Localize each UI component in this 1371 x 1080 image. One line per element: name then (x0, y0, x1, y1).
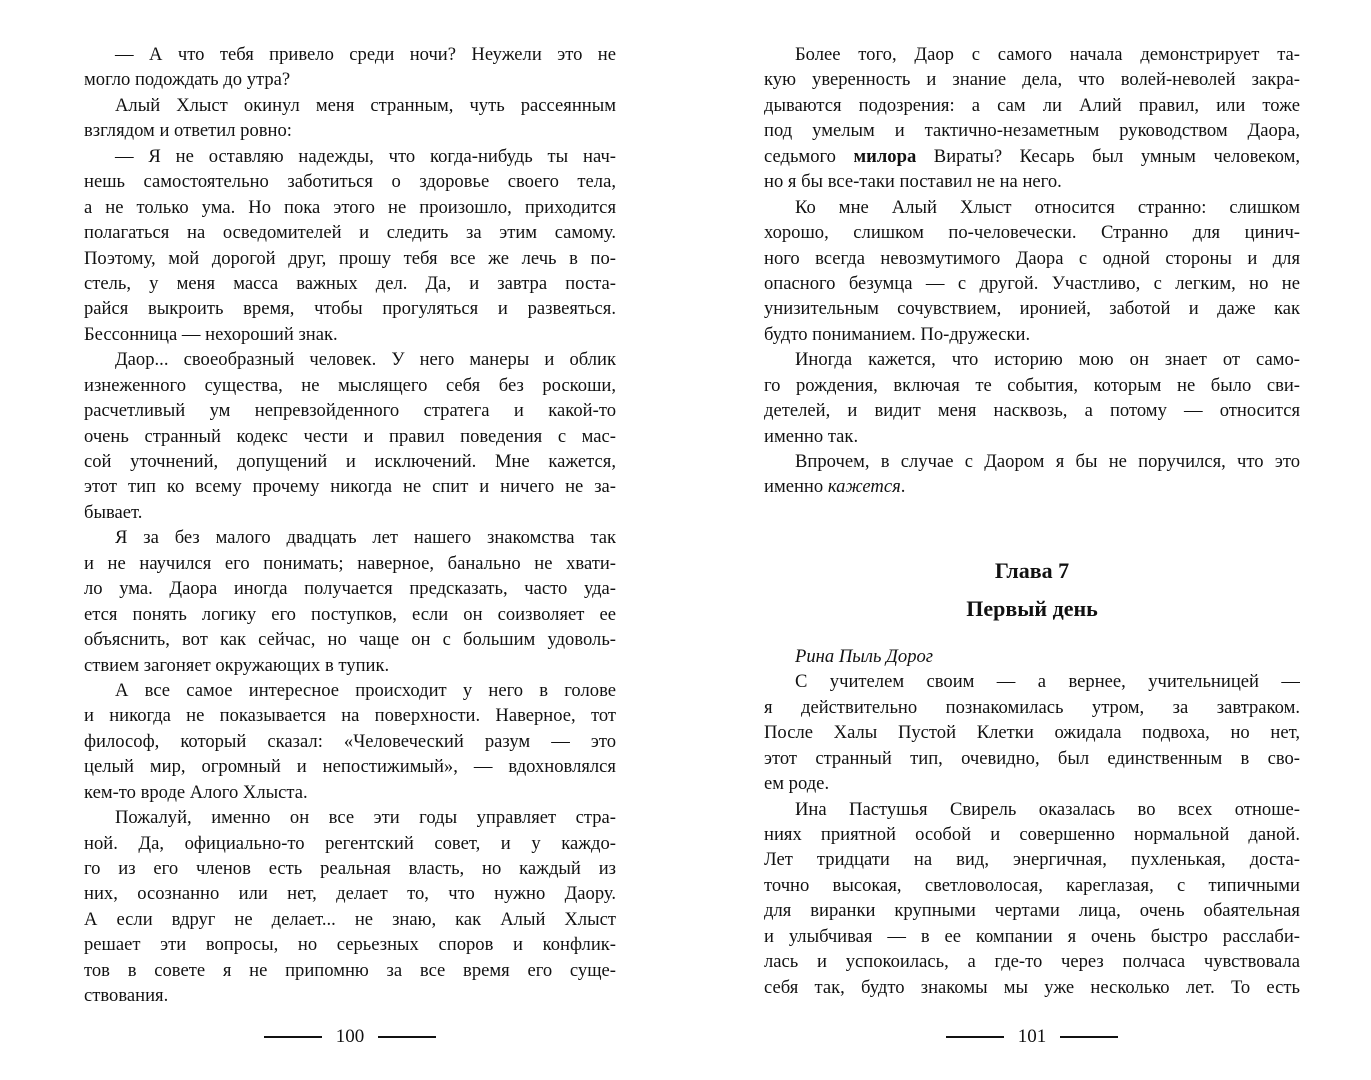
text-line: нешь самостоятельно заботиться о здоровье своего тела, (84, 171, 616, 193)
text-line: стель, у меня масса важных дел. Да, и завтра поста- (84, 272, 616, 294)
text-line: Пожалуй, именно он все эти годы управляет стра- (115, 807, 616, 829)
text-line: Впрочем, в случае с Даором я бы не поручился, что это (795, 451, 1300, 472)
text-line: Иногда кажется, что историю мою он знает от само- (795, 349, 1300, 371)
right-page (764, 42, 1300, 1000)
pov-name: Рина Пыль Дорог (795, 645, 934, 667)
page-number: 101 (1017, 1026, 1047, 1047)
text-line: философ, который сказал: «Человеческий разум — это (84, 730, 616, 752)
text-line: А если вдруг не делает... не знаю, как Алый Хлыст (84, 908, 616, 930)
text-line: ствием загоняет окружающих в тупик. (84, 654, 390, 676)
text-line: будто пониманием. По-дружески. (764, 323, 1031, 345)
text-line: дываются подозрения: а сам ли Алий правил, или тоже (764, 94, 1300, 116)
text-line: опасного безумца — с другой. Участливо, с легким, но не (764, 272, 1300, 294)
page-number: 100 (335, 1026, 365, 1047)
text-line: и не научился его понимать; наверное, банально не хвати- (84, 552, 616, 574)
text-line: Алый Хлыст окинул меня странным, чуть рассеянным (115, 94, 616, 116)
text-line: райся выкроить время, чтобы прогуляться и развеяться. (84, 298, 616, 320)
text-line: под умелым и тактично-незаметным руководством Даора, (764, 120, 1300, 142)
text-line (764, 474, 1300, 499)
text-line: Лет тридцати на вид, энергичная, пухленькая, доста- (764, 849, 1300, 871)
text-line: тов в совете я не припомню за все время его суще- (84, 959, 616, 981)
text-line: ем роде. (764, 773, 830, 795)
chapter-subtitle: Первый день (966, 595, 1098, 621)
text-line: А все самое интересное происходит у него в голове (115, 679, 616, 701)
text-segment: именно (764, 476, 828, 498)
text-segment: Вираты? Кесарь был умным человеком, (916, 145, 1300, 167)
text-line: ниях приятной особой и совершенно нормальной даной. (764, 823, 1300, 845)
text-line: полагаться на осведомителей и следить за этим самому. (84, 222, 616, 244)
text-line: них, осознанно или нет, делает то, что нужно Даору. (84, 883, 616, 905)
right-page-footer (764, 1022, 1300, 1052)
text-line: сой уточнений, допущений и исключений. Мне кажется, (84, 451, 616, 472)
text-line: изнеженного существа, не мыслящего себя без роскоши, (84, 374, 616, 396)
text-line: го рождения, включая те события, которым не было сви- (764, 374, 1300, 396)
text-line: бывает. (84, 501, 143, 523)
text-line: решает эти вопросы, но серьезных споров и конфлик- (84, 934, 616, 956)
left-page (84, 42, 616, 1009)
left-page-footer (84, 1022, 616, 1052)
text-segment: . (900, 476, 906, 498)
spacer (764, 628, 1300, 644)
text-line: и никогда не показывается на поверхности. Наверное, тот (84, 705, 616, 727)
text-line: Бессонница — нехороший знак. (84, 323, 338, 345)
text-line: Ина Пастушья Свирель оказалась во всех отноше- (795, 798, 1300, 820)
text-line: могло подождать до утра? (84, 69, 291, 91)
text-line: я действительно познакомилась утром, за завтраком. (764, 696, 1300, 718)
text-line (764, 144, 1300, 169)
text-line: целый мир, огромный и непостижимый», — вдохновлялся (84, 756, 616, 778)
text-line: Я за без малого двадцать лет нашего знакомства так (115, 527, 616, 549)
text-line: детелей, и видит меня насквозь, а потому — относится (764, 400, 1300, 422)
italic-term: кажется (827, 476, 901, 498)
text-line: но я бы все-таки поставил не на него. (764, 171, 1062, 193)
text-line: и улыбчивая — в ее компании я очень быстро расслаби- (764, 925, 1300, 947)
text-line: Более того, Даор с самого начала демонстрирует та- (795, 44, 1300, 65)
footer-rule (1060, 1036, 1118, 1038)
text-line: кую уверенность и знание дела, что волей-неволей закра- (764, 69, 1300, 91)
text-line: унизительным сочувствием, иронией, заботой и даже как (764, 298, 1300, 320)
text-line: взглядом и ответил ровно: (84, 120, 292, 142)
text-line: С учителем своим — а вернее, учительницей — (795, 671, 1300, 693)
text-line: а не только ума. Но пока этого не произошло, приходится (84, 196, 616, 218)
text-line: кем-то вроде Алого Хлыста. (84, 781, 308, 803)
text-line: ло ума. Даора иногда получается предсказать, часто уда- (84, 578, 616, 600)
bold-term: милора (853, 145, 917, 167)
footer-rule (264, 1036, 322, 1038)
text-line: го из его членов есть реальная власть, но каждый из (84, 858, 616, 879)
text-line: этот тип ко всему прочему никогда не спит и ничего не за- (84, 476, 616, 498)
text-line: точно высокая, светловолосая, кареглазая, с типичными (764, 874, 1300, 896)
spacer (764, 500, 1300, 552)
text-line: себя так, будто знакомы мы уже несколько лет. То есть (764, 976, 1300, 998)
text-line: этот странный тип, очевидно, был единственным в сво- (764, 747, 1300, 769)
text-line: ной. Да, официально-то регентский совет, и у каждо- (84, 832, 616, 854)
text-line: Ко мне Алый Хлыст относится странно: слишком (795, 196, 1300, 218)
text-line: — Я не оставляю надежды, что когда-нибудь ты нач- (115, 145, 616, 167)
text-line: ствования. (84, 985, 169, 1007)
chapter-title: Глава 7 (994, 557, 1070, 583)
text-line: — А что тебя привело среди ночи? Неужели это не (115, 44, 616, 65)
text-line: для виранки крупными чертами лица, очень обаятельная (764, 900, 1300, 922)
text-line: хорошо, слишком по-человечески. Странно для цинич- (764, 222, 1300, 244)
text-line: ется понять логику его поступков, если он соизволяет ее (84, 603, 616, 625)
text-line: очень странный кодекс чести и правил поведения с мас- (84, 425, 616, 447)
text-line: Поэтому, мой дорогой друг, прошу тебя все же лечь в по- (84, 247, 616, 269)
text-line: Даор... своеобразный человек. У него манеры и облик (115, 349, 616, 371)
footer-rule (378, 1036, 436, 1038)
text-line: После Халы Пустой Клетки ожидала подвоха, но нет, (764, 722, 1300, 744)
text-line: расчетливый ум непревзойденного стратега и какой-то (84, 400, 616, 422)
text-line: лась и успокоилась, а где-то через полчаса чувствовала (764, 951, 1300, 973)
text-line: ного всегда невозмутимого Даора с одной стороны и для (764, 247, 1300, 269)
text-line: объяснить, вот как сейчас, но чаще он с большим удоволь- (84, 629, 616, 651)
text-segment: седьмого (764, 145, 854, 167)
text-line: именно так. (764, 425, 859, 447)
footer-rule (946, 1036, 1004, 1038)
